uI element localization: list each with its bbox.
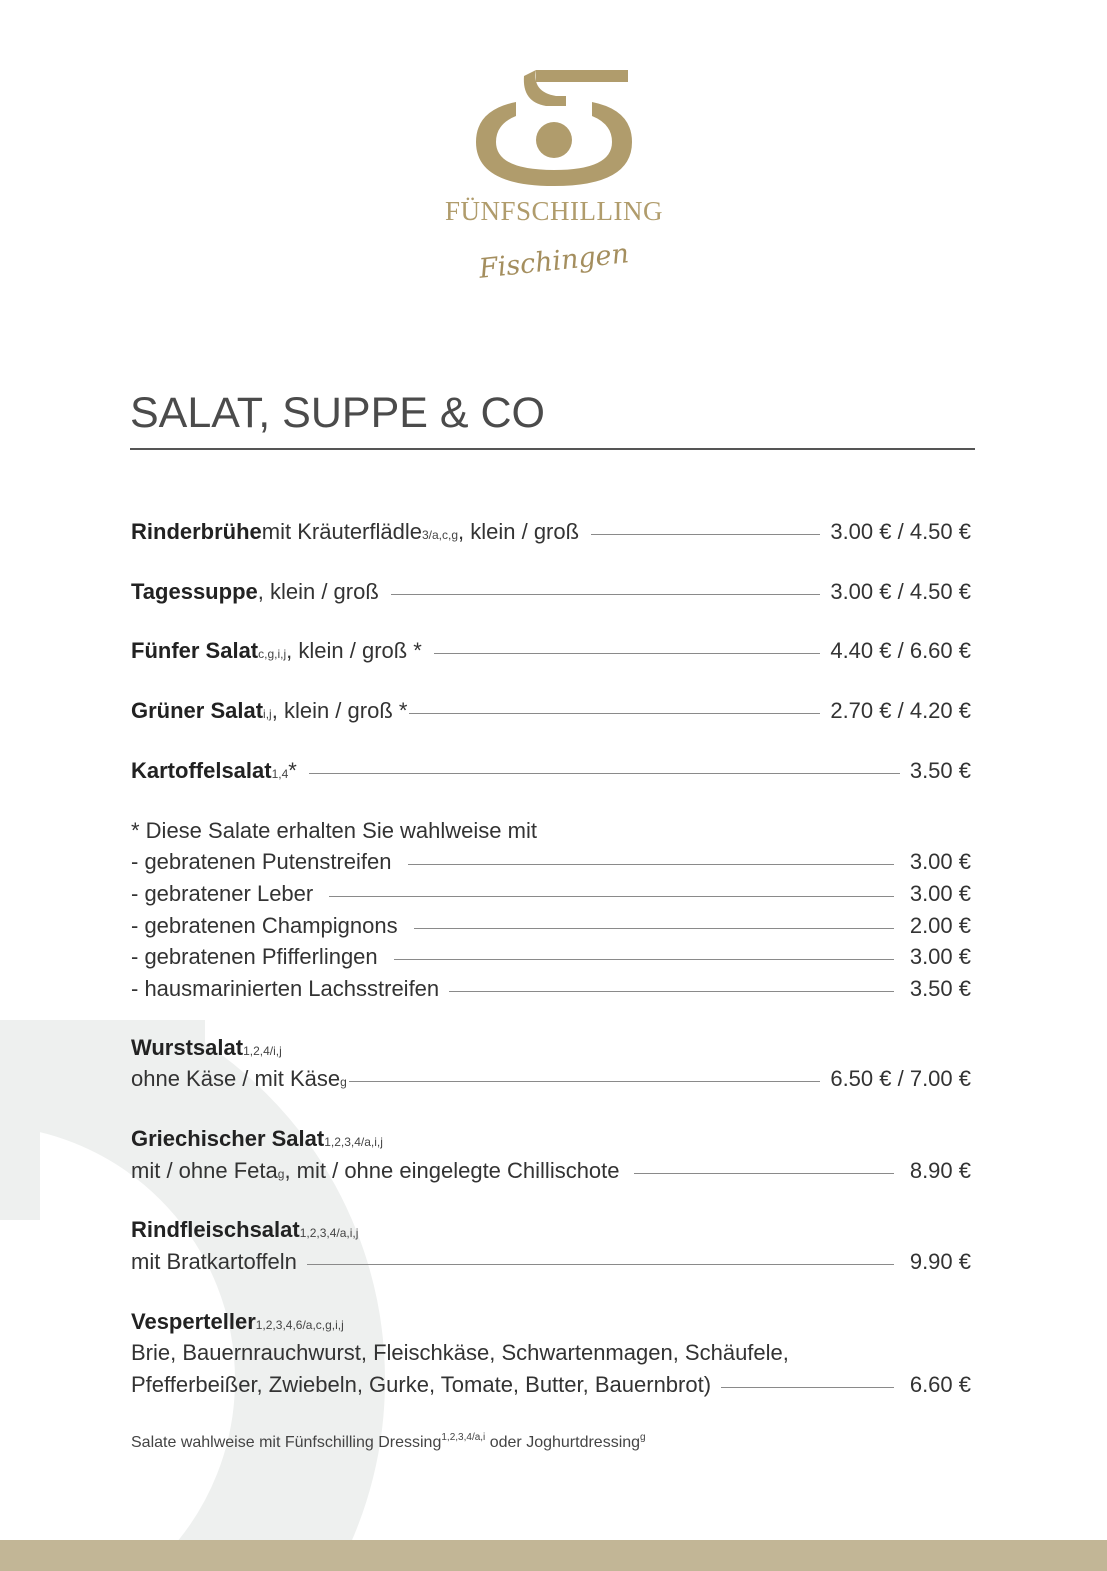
five-logo-icon xyxy=(474,70,634,188)
dot-leader xyxy=(414,928,894,929)
item-name: Kartoffelsalat xyxy=(131,758,272,783)
item-desc: mit Kräuterflädle xyxy=(261,519,422,544)
item-price: 4.40 € / 6.60 € xyxy=(830,638,971,663)
dish-price: 6.60 € xyxy=(909,1372,971,1397)
menu-item-kartoffelsalat: Kartoffelsalat 1,4 * 3.50 € xyxy=(131,758,971,783)
item-desc: , klein / groß * xyxy=(286,638,422,663)
dish-desc: Brie, Bauernrauchwurst, Fleischkäse, Schwartenmagen, Schäufele, xyxy=(131,1340,789,1365)
extra-item xyxy=(131,848,971,876)
item-price: 3.50 € xyxy=(909,758,971,783)
dish-price: 9.90 € xyxy=(909,1249,971,1274)
extra-price: 3.50 € xyxy=(909,976,971,1001)
brand-signature: Fischingen xyxy=(477,238,631,285)
section-title: SALAT, SUPPE & CO xyxy=(130,389,546,437)
menu-item-gruener-salat: Grüner Salat i,j , klein / groß * 2.70 € / 4.20 € xyxy=(131,698,971,723)
item-desc: , klein / groß xyxy=(257,579,379,604)
dot-leader xyxy=(721,1387,894,1388)
allergen-codes: g xyxy=(640,1432,646,1443)
dot-leader xyxy=(434,653,820,654)
heading-divider xyxy=(130,448,975,450)
menu-item-rinderbruehe: Rinderbrühe mit Kräuterflädle 3/a,c,g , klein / groß 3.00 € / 4.50 € xyxy=(131,519,971,544)
footnote-text-cont: oder Joghurtdressing xyxy=(485,1434,641,1451)
dressing-footnote xyxy=(131,1434,646,1452)
dish-line-vesperteller-2 xyxy=(131,1371,971,1399)
dish-desc-cont: Pfefferbeißer, Zwiebeln, Gurke, Tomate, Butter, Bauernbrot) xyxy=(131,1372,712,1397)
dish-line-wurstsalat: ohne Käse / mit Käse g 6.50 € / 7.00 € xyxy=(131,1066,971,1091)
watermark-logo xyxy=(0,1020,520,1540)
item-price: 2.70 € / 4.20 € xyxy=(830,698,971,723)
item-desc: , klein / groß * xyxy=(271,698,408,723)
menu-item-tagessuppe xyxy=(131,578,971,606)
footer-bar xyxy=(0,1540,1107,1571)
dish-title-wurstsalat: Wurstsalat 1,2,4/i,j xyxy=(131,1035,282,1060)
allergen-codes: 1,2,3,4/a,i xyxy=(441,1432,486,1443)
dish-name: Griechischer Salat xyxy=(131,1126,325,1151)
item-price: 3.00 € / 4.50 € xyxy=(830,519,971,544)
extras-intro-text: * Diese Salate erhalten Sie wahlweise mit xyxy=(131,818,537,843)
extra-item xyxy=(131,975,971,1003)
item-desc: * xyxy=(288,758,297,783)
dot-leader xyxy=(634,1173,894,1174)
dish-title-rindfleischsalat: Rindfleischsalat 1,2,3,4/a,i,j xyxy=(131,1217,359,1242)
extra-label: - gebratenen Putenstreifen xyxy=(131,849,392,874)
item-name: Grüner Salat xyxy=(131,698,264,723)
extra-item xyxy=(131,880,971,908)
dot-leader xyxy=(449,991,894,992)
extra-item xyxy=(131,912,971,940)
item-size: , klein / groß xyxy=(458,519,580,544)
brand-name: FÜNFSCHILLING xyxy=(444,196,664,226)
dot-leader xyxy=(307,1264,894,1265)
dot-leader xyxy=(391,594,821,595)
extra-price: 2.00 € xyxy=(909,913,971,938)
item-name: Rinderbrühe xyxy=(131,519,262,544)
dish-line-vesperteller-1 xyxy=(131,1339,971,1367)
dish-desc: ohne Käse / mit Käse xyxy=(131,1066,341,1091)
extra-item xyxy=(131,943,971,971)
dot-leader xyxy=(394,959,894,960)
dish-line-rindfleischsalat xyxy=(131,1248,971,1276)
dish-price: 8.90 € xyxy=(909,1158,971,1183)
dot-leader xyxy=(591,534,820,535)
dot-leader xyxy=(329,896,894,897)
dish-price: 6.50 € / 7.00 € xyxy=(830,1066,971,1091)
dish-desc: mit / ohne Feta xyxy=(131,1158,278,1183)
extra-price: 3.00 € xyxy=(909,849,971,874)
dish-title-vesperteller: Vesperteller 1,2,3,4,6/a,c,g,i,j xyxy=(131,1309,344,1334)
dot-leader xyxy=(409,713,820,714)
brand-logo xyxy=(420,70,688,285)
dot-leader xyxy=(309,773,900,774)
dish-desc: mit Bratkartoffeln xyxy=(131,1249,297,1274)
extra-label: - hausmarinierten Lachsstreifen xyxy=(131,976,440,1001)
dot-leader xyxy=(349,1081,821,1082)
dot-leader xyxy=(408,864,894,865)
extra-label: - gebratenen Pfifferlingen xyxy=(131,944,378,969)
extra-label: - gebratenen Champignons xyxy=(131,913,398,938)
dish-name: Wurstsalat xyxy=(131,1035,244,1060)
extras-intro xyxy=(131,817,971,845)
item-name: Fünfer Salat xyxy=(131,638,259,663)
extra-price: 3.00 € xyxy=(909,881,971,906)
dish-line-griechischer-salat: mit / ohne Feta g , mit / ohne eingelegte Chillischote 8.90 € xyxy=(131,1158,971,1183)
item-name: Tagessuppe xyxy=(131,579,258,604)
menu-item-fuenfer-salat: Fünfer Salat c,g,i,j , klein / groß * 4.40 € / 6.60 € xyxy=(131,638,971,663)
dish-desc-cont: , mit / ohne eingelegte Chillischote xyxy=(284,1158,620,1183)
extra-price: 3.00 € xyxy=(909,944,971,969)
footnote-text: Salate wahlweise mit Fünfschilling Dressing xyxy=(131,1434,442,1451)
item-price: 3.00 € / 4.50 € xyxy=(830,579,971,604)
extra-label: - gebratener Leber xyxy=(131,881,314,906)
dish-name: Vesperteller xyxy=(131,1309,256,1334)
dish-name: Rindfleischsalat xyxy=(131,1217,300,1242)
dish-title-griechischer-salat: Griechischer Salat 1,2,3,4/a,i,j xyxy=(131,1126,383,1151)
